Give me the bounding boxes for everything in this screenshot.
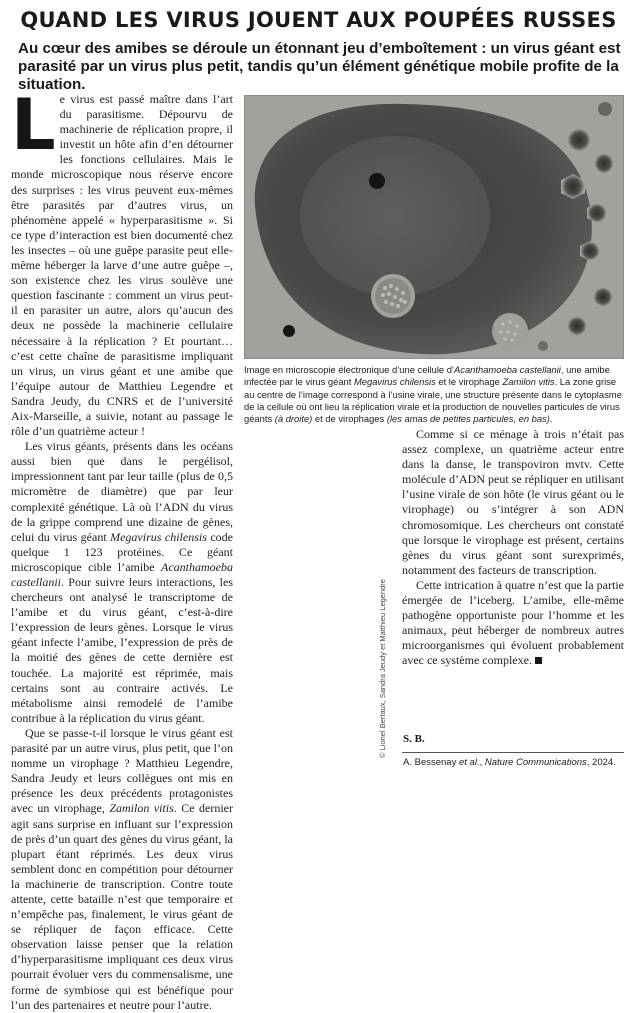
article-paragraph-1: [11, 84, 233, 439]
article-paragraph-5: [402, 578, 624, 669]
caption-text: .: [549, 413, 553, 425]
divider: [402, 752, 624, 753]
article-paragraph-4: [402, 427, 624, 578]
reference-authors: A. Bessenay: [403, 757, 459, 768]
drop-cap: L: [11, 84, 56, 166]
page-title: QUAND LES VIRUS JOUENT AUX POUPÉES RUSSES: [20, 8, 617, 32]
reference-year: , 2024.: [586, 757, 616, 768]
paragraph-text: code quelque 1 123 protéines. Ce géant microscopique cible l’amibe: [11, 529, 233, 574]
reference: [403, 757, 627, 768]
article-subtitle: Au cœur des amibes se déroule un étonnant jeu d’emboîtement : un virus géant est parasité par un virus plus petit, tandis qu’un élément génétique mobile profite de la situation.: [18, 40, 621, 93]
caption-text: Image en microscopie électronique d’une cellule d’: [244, 364, 455, 375]
paragraph-text: Comme si ce ménage à trois n’était pas assez complexe, un quatrième acteur entre dans la danse, le transpoviron mvtv. Cette molécule d’ADN peut se répliquer en utilisant l’usine virale de son hôte (le virus géant ou le virophage) ou s’intégrer à son ADN chromosomique. Les chercheurs ont constaté que lorsque le virophage est présent, certains gènes du virus géant sont surexprimés, notamment des facteurs de transcription.: [402, 427, 624, 577]
paragraph-text: . Pour suivre leurs interactions, les chercheurs ont analysé le transcriptome de l’amibe et du virus géant, c’est-à-dire l’expression de leurs gènes. Lorsque le virus géant infecte l’amibe, l’expression de près de la moitié des gènes de cette dernière est touchée. La majorité est réprimée, mais certains sont au contraire activés. Le métabolisme ainsi remodelé de l’amibe contribue à la réplication du virus géant.: [11, 575, 233, 725]
reference-etal: et al.: [458, 757, 480, 768]
paragraph-text: . Ce dernier agit sans surprise en influant sur l’expression de près d’un quart des gènes du virus géant, la plupart étant réprimés. Les deux virus semblent donc en compétition pour détourner la machinerie de transcription. Contre toute attente, cette bataille n’est que temporaire et n’empêche pas, finalement, le virus géant de se répliquer de façon efficace. Cette observation laisse penser que la relation d’hyperparasitisme impliquant ces deux virus pourrait évoluer vers du commensalisme, une forme de symbiose qui est bénéfique pour l’un des partenaires et neutre pour l’autre.: [11, 801, 233, 1012]
reference-separator: ,: [479, 757, 485, 768]
microscopy-image: [244, 95, 624, 359]
paragraph-text: Cette intrication à quatre n’est que la partie émergée de l’iceberg. L’amibe, elle-même pathogène opportuniste pour l’homme et les animaux, peut héberger de nombreux autres microorganismes qui évoluent probablement avec ce système complexe.: [402, 577, 624, 668]
species-name: Acanthamoeba castellanii: [11, 559, 233, 589]
article-paragraph-2: [11, 439, 233, 726]
microscopy-image-graphic: [245, 96, 623, 358]
image-caption: [244, 364, 624, 425]
caption-text: , une amibe infectée par le virus géant: [244, 364, 610, 388]
species-name: Megavirus chilensis: [110, 529, 207, 544]
end-mark-icon: [535, 657, 542, 664]
species-name: Zamilon vitis: [502, 376, 555, 388]
author-signature: S. B.: [403, 733, 425, 745]
paragraph-text: e virus est passé maître dans l’art du parasitisme. Dépourvu de machinerie de réplication propre, il investit un hôte afin d’en détourner les fonctions cellulaires. Mais le monde microscopique nous réserve encore des surprises : les virus peuvent eux-mêmes être parasités par d’autres virus, un phénomène appelé « hyperparasitisme ». Si ce type d’interaction est bien documenté chez les insectes – où une guêpe parasite peut elle-même héberger la larve d’une autre guêpe –, son existence chez les virus soulève une question fascinante : comment un virus peut-il en parasiter un autre, alors qu’aucun des deux ne possède la machinerie cellulaire nécessaire à la réplication ? Et pourtant… c’est cette chaîne de parasitisme impliquant un virus, un virus géant et une amibe que l’équipe autour de Matthieu Legendre et Sandra Jeudy, du CNRS et de l’université Aix-Marseille, a suivie, notant au passage le rôle d’un quatrième acteur !: [11, 92, 233, 439]
photo-credit: © Lionel Bertaux, Sandra Jeudy et Matthieu Legendre: [378, 579, 387, 758]
species-name: Acanthamoeba castellanii: [454, 364, 561, 375]
paragraph-text: Les virus géants, présents dans les océans aussi bien que dans le pergélisol, impressionnent tant par leur taille (plus de 0,5 micromètre de diamètre) que par leur complexité génétique. Là où l’ADN du virus de la grippe comprend une dizaine de gènes, celui du virus géant: [11, 439, 233, 544]
species-name: Megavirus chilensis: [353, 376, 436, 388]
paragraph-text: Que se passe-t-il lorsque le virus géant est parasité par un autre virus, plus petit, que l’on nomme un virophage ? Matthieu Legendre, Sandra Jeudy et leurs collègues ont mis en présence les deux précédents protagonistes avec un virophage,: [11, 725, 233, 816]
article-column-right: [402, 427, 624, 669]
species-name: Zamilon vitis: [109, 801, 174, 816]
caption-note: (les amas de petites particules, en bas): [386, 413, 550, 425]
caption-note: (à droite): [274, 413, 313, 425]
caption-text: et le virophage: [435, 376, 503, 388]
caption-text: . La zone grise au centre de l’image correspond à l’usine virale, une structure présente dans le cytoplasme de la cellule où ont lieu la réplication virale et la production de nouvelles particules de virus géants: [244, 376, 622, 425]
article-paragraph-3: [11, 726, 233, 1013]
article-column-left: [11, 84, 233, 1013]
reference-journal: Nature Communications: [484, 757, 587, 768]
caption-text: et de virophages: [312, 413, 387, 425]
